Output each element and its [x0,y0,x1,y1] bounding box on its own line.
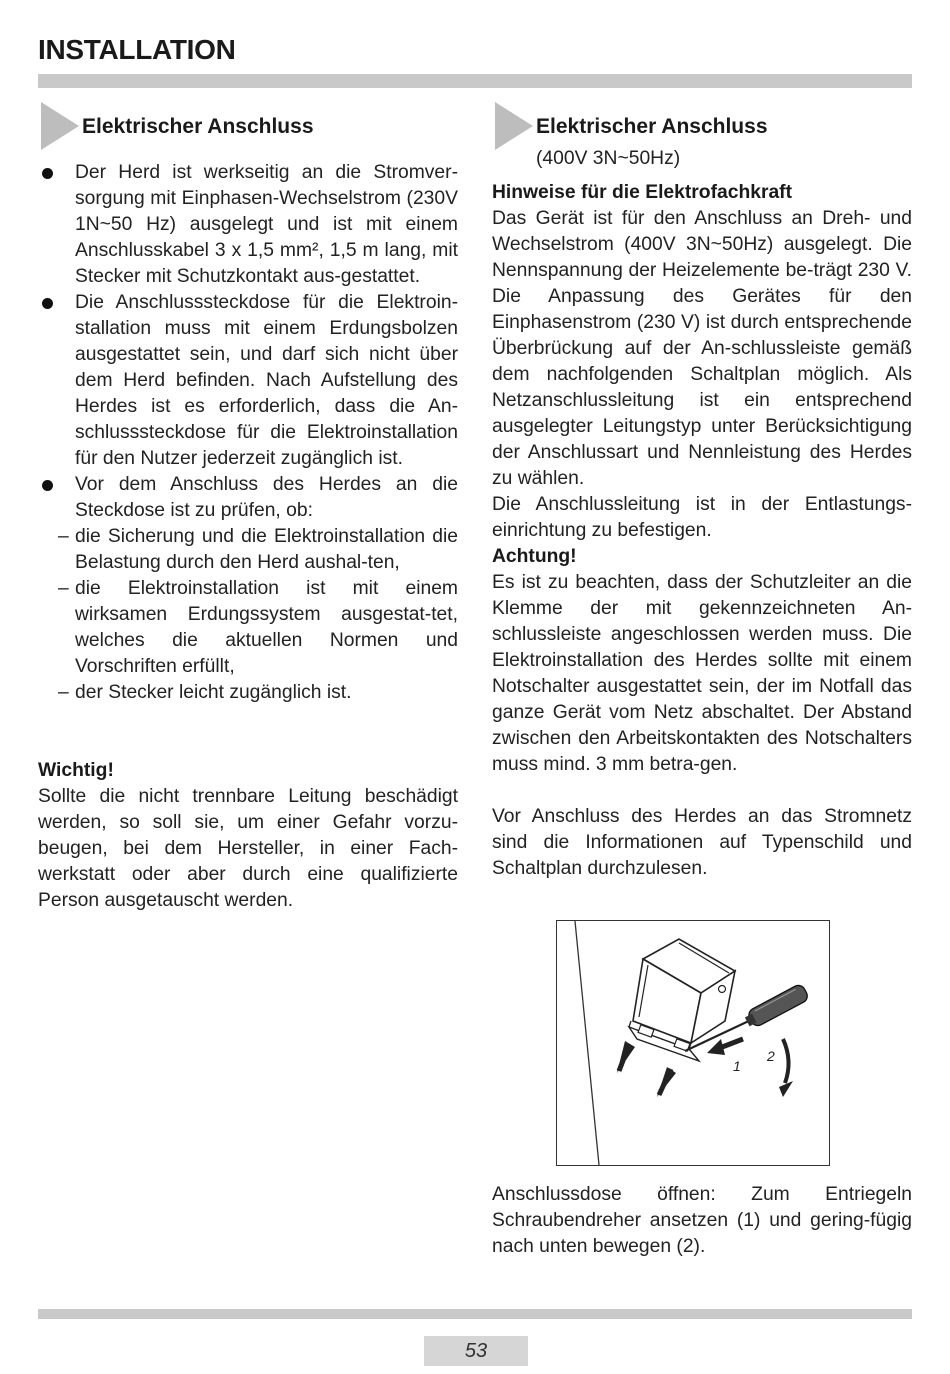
page-number: 53 [424,1336,528,1366]
right-column [492,102,912,882]
dash-item-text: die Sicherung und die Elektroinstallation die Belastung durch den Herd aushal-ten, [75,526,458,573]
left-section-heading [38,102,458,160]
dash-item [38,576,458,680]
notes-title: Hinweise für die Elektrofachkraft [492,182,793,203]
top-divider [38,74,912,88]
bullet-item: Die Anschlusssteckdose für die Elektroin-stallation muss mit einem Erdungsbolzen ausgestattet sein, und darf sich nicht über dem Herd befinden. Nach Aufstellung des Herdes ist es erforderlich, dass die An-schlusssteckdose für die Elektroinstallation für den Nutzer jederzeit zugänglich ist. [38,290,458,472]
important-title: Wichtig! [38,760,114,781]
right-heading-subtitle: (400V 3N~50Hz) [536,148,681,169]
dash-mark: – [58,526,69,547]
bullet-item: Der Herd ist werkseitig an die Stromver-sorgung mit Einphasen-Wechselstrom (230V 1N~50 Hz) ausgelegt und ist mit einem Anschlusskabel 3 x 1,5 mm², 1,5 m lang, mit Stecker mit Schutzkontakt aus-gestattet. [38,160,458,290]
paragraph: Es ist zu beachten, dass der Schutzleiter an die Klemme der mit gekennzeichneten An-schlussleiste angeschlossen werden muss. Die Elektroinstallation des Herdes sollte mit einem Notschalter ausgestattet sein, der im Notfall das ganze Gerät vom Netz abschaltet. Der Abstand zwischen den Arbeitskontakten des Notschalters muss mind. 3 mm betra-gen. [492,572,912,775]
figure-caption: Anschlussdose öffnen: Zum Entriegeln Schraubendreher ansetzen (1) und gering-fügig nach unten bewegen (2). [492,1184,912,1257]
figure-label-1: 1 [733,1058,741,1074]
page-title: INSTALLATION [38,34,236,65]
important-text: Sollte die nicht trennbare Leitung beschädigt werden, so soll sie, um einer Gefahr vorzu-beugen, bei dem Hersteller, in einer Fach-werkstatt oder aber durch eine qualifizierte Person ausgetauscht werden. [38,786,458,911]
right-section-heading [492,102,912,180]
paragraph: Das Gerät ist für den Anschluss an Dreh- und Wechselstrom (400V 3N~50Hz) ausgelegt. Die Nennspannung der Heizelemente be-trägt 230 V. Die Anpassung des Gerätes für den Einphasenstrom (230 V) ist durch entsprechende Überbrückung auf der An-schlussleiste gemäß dem nachfolgenden Schaltplan möglich. Als Netzanschlussleitung ist ein entsprechend ausgelegter Leitungstyp unter Berücksichtigung der Anschlussart und Nennleistung des Herdes zu wählen. [492,208,912,489]
figure-label-2: 2 [767,1048,775,1064]
dash-item-text: die Elektroinstallation ist mit einem wirksamen Erdungssystem ausgestat-tet, welches die aktuellen Normen und Vorschriften erfüllt, [75,578,458,677]
bottom-divider [38,1309,912,1319]
left-heading-title: Elektrischer Anschluss [82,115,314,138]
dash-mark: – [58,578,69,599]
figure-caption-block [492,1182,912,1260]
triangle-marker-icon [41,102,79,150]
bullet-item: Vor dem Anschluss des Herdes an die Steckdose ist zu prüfen, ob: [38,472,458,524]
attention-title: Achtung! [492,546,577,567]
right-heading-title: Elektrischer Anschluss [536,115,768,138]
paragraph: Vor Anschluss des Herdes an das Stromnetz sind die Informationen auf Typenschild und Schaltplan durchzulesen. [492,806,912,879]
paragraph: Die Anschlussleitung ist in der Entlastungs-einrichtung zu befestigen. [492,494,912,541]
dash-item [38,680,458,706]
left-column [38,102,458,914]
triangle-marker-icon [495,102,533,150]
dash-item-text: der Stecker leicht zugänglich ist. [75,682,352,703]
terminal-box-illustration [556,920,830,1166]
dash-mark: – [58,682,69,703]
dash-item [38,524,458,576]
